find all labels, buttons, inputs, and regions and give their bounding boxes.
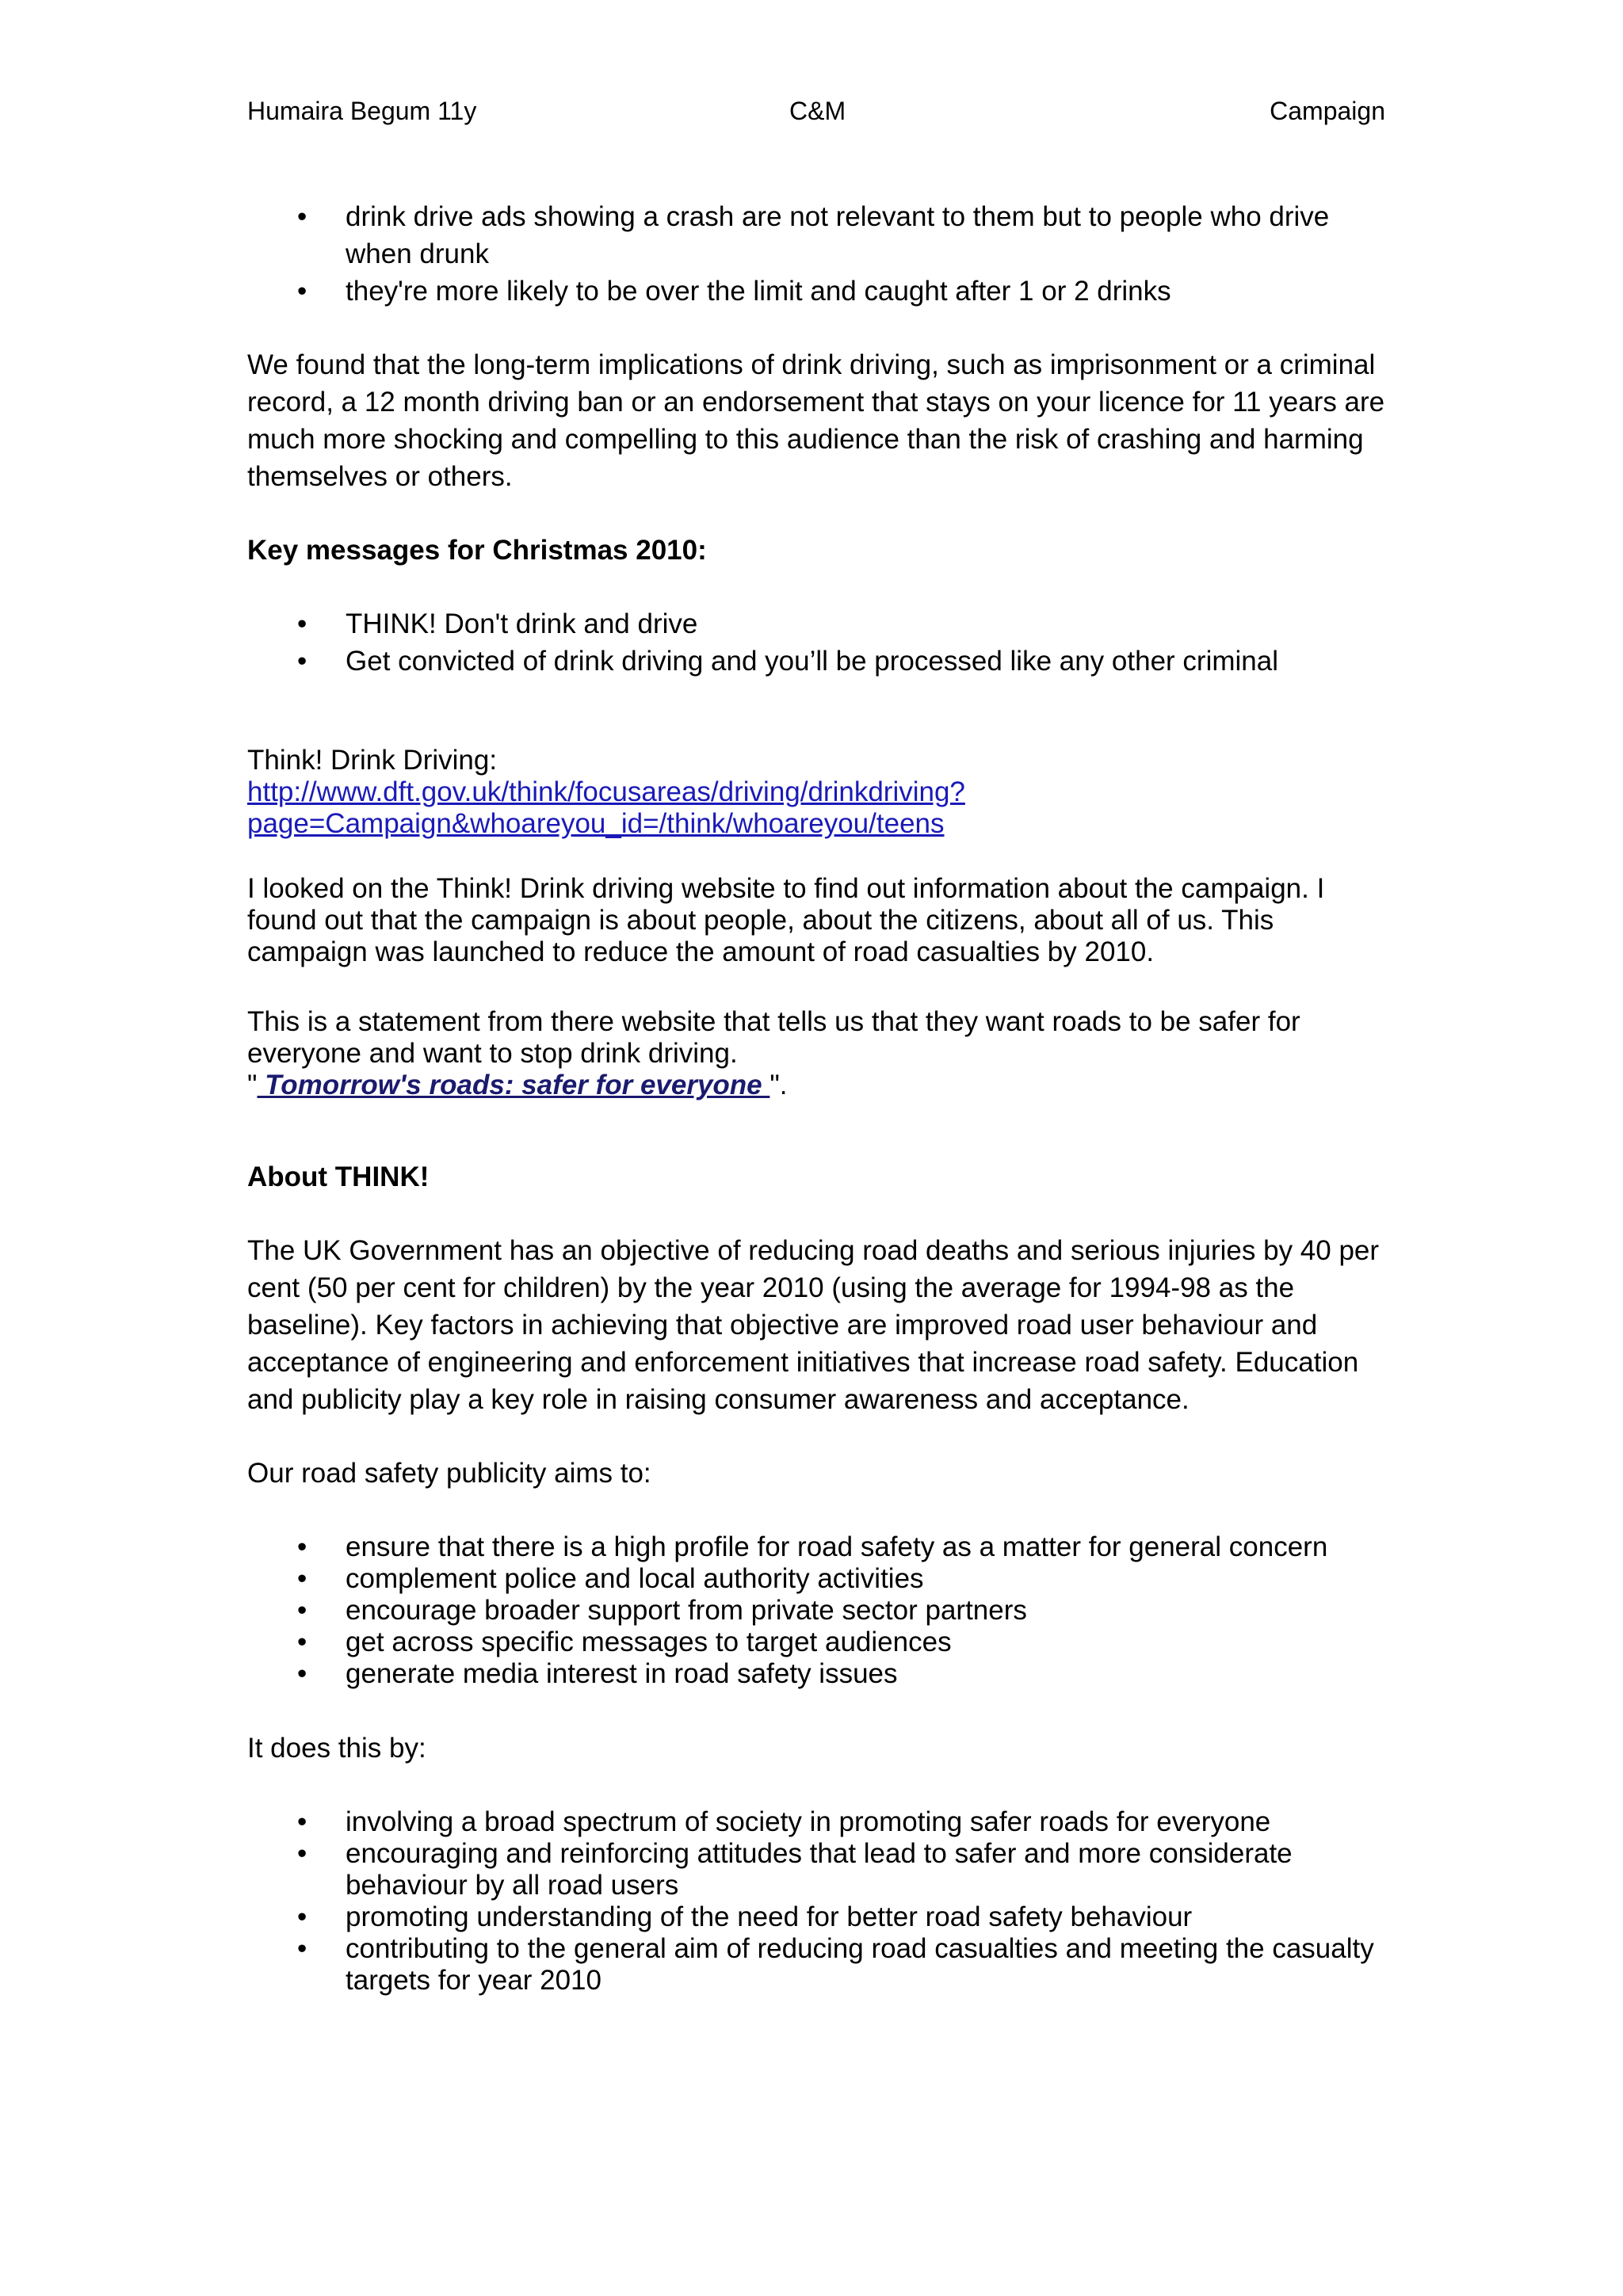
list-item (247, 273, 1388, 310)
bullet-icon: • (297, 1838, 307, 1869)
header-title: Campaign (1270, 97, 1385, 125)
key-messages-heading: Key messages for Christmas 2010: (247, 535, 707, 566)
list-item (247, 643, 1388, 680)
quote-close: ". (769, 1070, 788, 1100)
list-item (247, 1595, 1388, 1627)
list-item (247, 1563, 1388, 1595)
findings-paragraph: We found that the long-term implications of drink driving, such as imprisonment or a criminal record, a 12 month driving ban or an endorsement that stays on your licence for 11 years are much more shocking and compelling to this audience than the risk of crashing and harming themselves or others. (247, 349, 1385, 492)
list-item (247, 1531, 1388, 1563)
bullet-icon: • (297, 1595, 307, 1626)
source-label: Think! Drink Driving: (247, 745, 498, 776)
intro-bullet-list (247, 198, 1388, 310)
bullet-icon: • (297, 646, 307, 677)
list-item-text: involving a broad spectrum of society in promoting safer roads for everyone (346, 1806, 1271, 1837)
bullet-icon: • (297, 1806, 307, 1837)
key-messages-list (247, 605, 1388, 680)
list-item-text: generate media interest in road safety issues (346, 1658, 898, 1689)
statement-paragraph: This is a statement from there website that tells us that they want roads to be safer for everyone and want to stop drink driving. (247, 1006, 1300, 1069)
quote-line (247, 1070, 1388, 1101)
list-item (247, 1838, 1388, 1901)
bullet-icon: • (297, 1627, 307, 1657)
bullet-icon: • (297, 201, 307, 232)
bullet-icon: • (297, 1933, 307, 1964)
list-item-text: Get convicted of drink driving and you’ll be processed like any other criminal (346, 646, 1278, 677)
header-subject: C&M (789, 97, 846, 125)
list-item-text: promoting understanding of the need for better road safety behaviour (346, 1901, 1193, 1932)
bullet-icon: • (297, 608, 307, 639)
header-author: Humaira Begum 11y (247, 97, 477, 125)
list-item-text: encourage broader support from private sector partners (346, 1595, 1027, 1626)
list-item (247, 1901, 1388, 1933)
aims-list (247, 1531, 1388, 1690)
bullet-icon: • (297, 1531, 307, 1562)
list-item (247, 1658, 1388, 1690)
source-link-line2[interactable]: page=Campaign&whoareyou_id=/think/whoareyou/teens (247, 808, 945, 839)
bullet-icon: • (297, 1658, 307, 1689)
list-item-text: complement police and local authority activities (346, 1563, 924, 1594)
source-block (247, 745, 1388, 840)
aims-intro: Our road safety publicity aims to: (247, 1458, 651, 1489)
bullet-icon: • (297, 276, 307, 307)
bullet-icon: • (297, 1901, 307, 1932)
list-item-text: ensure that there is a high profile for road safety as a matter for general concern (346, 1531, 1328, 1562)
list-item-text: get across specific messages to target audiences (346, 1627, 952, 1657)
quote-link[interactable]: Tomorrow's roads: safer for everyone (257, 1070, 770, 1100)
website-paragraph: I looked on the Think! Drink driving website to find out information about the campaign. I found out that the campaign is about people, about the citizens, about all of us. This campaign was launched to reduce the amount of road casualties by 2010. (247, 873, 1325, 967)
list-item (247, 605, 1388, 643)
methods-list (247, 1806, 1388, 1997)
list-item (247, 1806, 1388, 1838)
list-item (247, 198, 1388, 273)
document-body (247, 198, 1388, 1997)
methods-intro: It does this by: (247, 1733, 426, 1764)
list-item (247, 1933, 1388, 1997)
about-paragraph: The UK Government has an objective of reducing road deaths and serious injuries by 40 per cent (50 per cent for children) by the year 2010 (using the average for 1994-98 as the baseline). Key factors in achieving that objective are improved road user behaviour and acceptance of engineering and enforcement initiatives that increase road safety. Education and publicity play a key role in raising consumer awareness and acceptance. (247, 1235, 1380, 1415)
source-link-line1[interactable]: http://www.dft.gov.uk/think/focusareas/driving/drinkdriving? (247, 776, 965, 807)
bullet-icon: • (297, 1563, 307, 1594)
list-item-text: they're more likely to be over the limit and caught after 1 or 2 drinks (346, 276, 1171, 307)
list-item (247, 1627, 1388, 1658)
list-item-text: contributing to the general aim of reducing road casualties and meeting the casualty targets for year 2010 (346, 1933, 1374, 1996)
list-item-text: encouraging and reinforcing attitudes that lead to safer and more considerate behaviour by all road users (346, 1838, 1293, 1901)
page-header (247, 95, 1385, 127)
list-item-text: THINK! Don't drink and drive (346, 608, 698, 639)
about-heading: About THINK! (247, 1161, 430, 1192)
quote-open: " (247, 1070, 258, 1100)
list-item-text: drink drive ads showing a crash are not relevant to them but to people who drive when drunk (346, 201, 1330, 269)
